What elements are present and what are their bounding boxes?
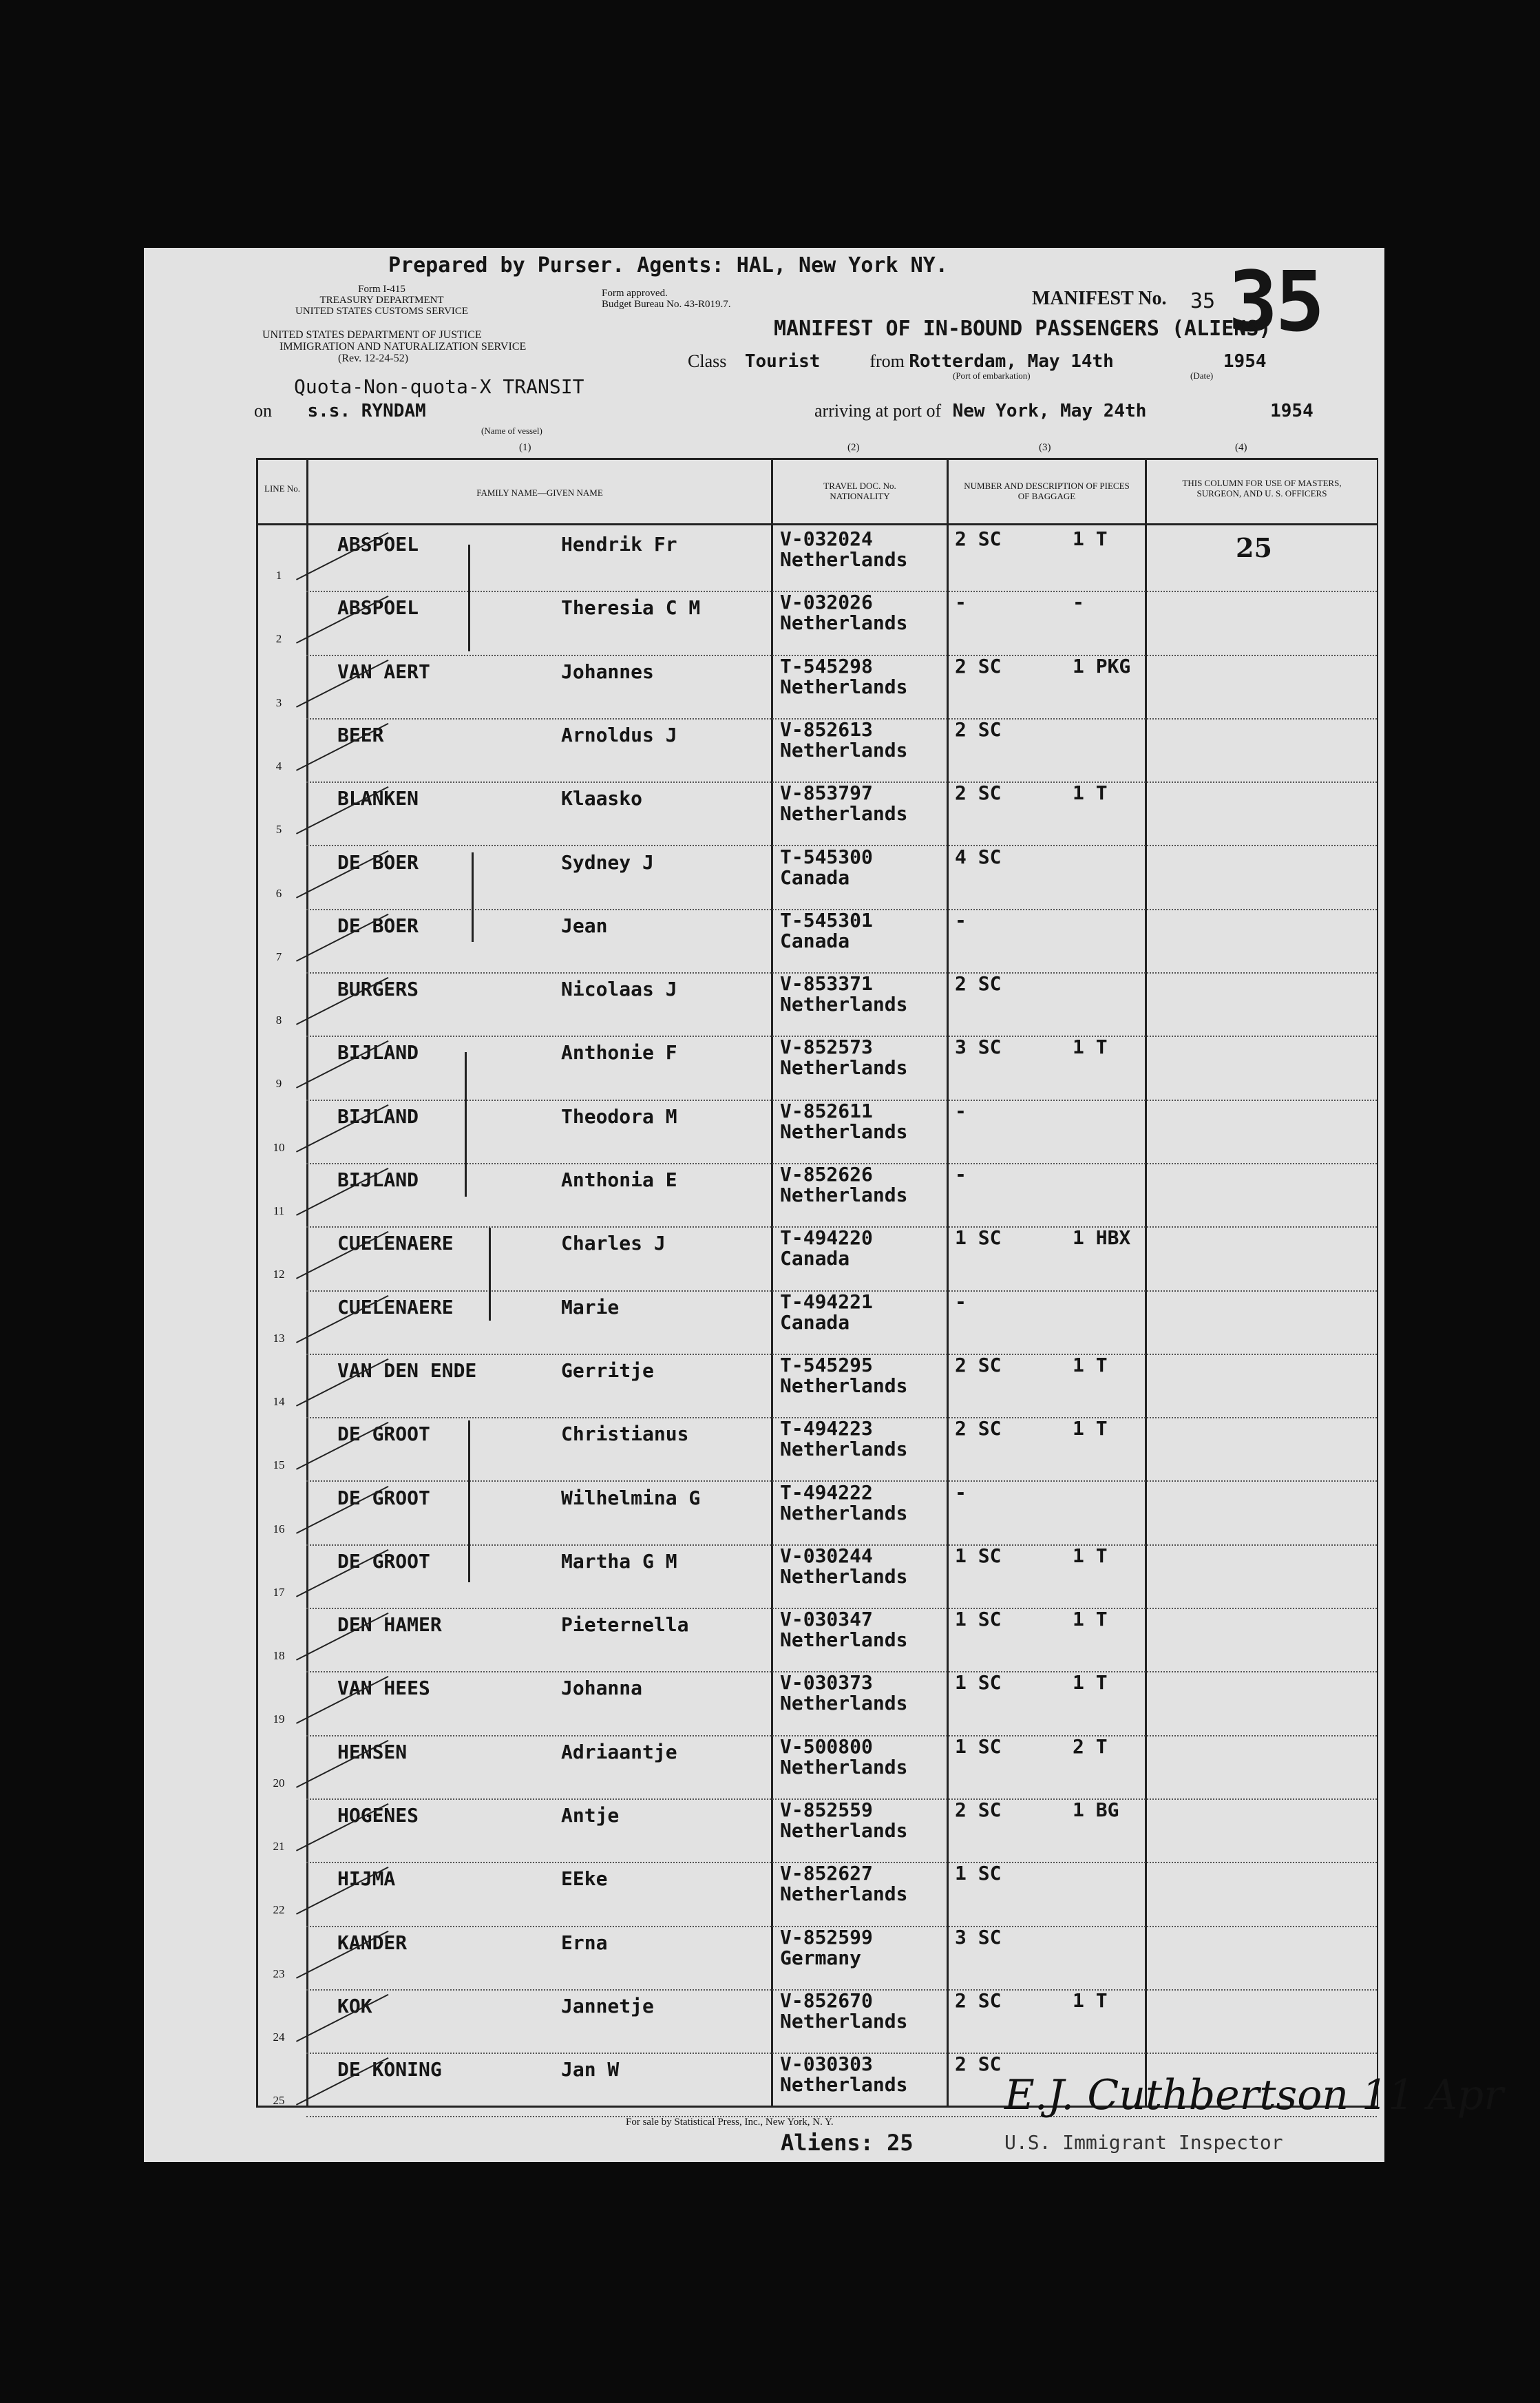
approval-block <box>602 288 730 310</box>
travel-doc-number: V-030244 <box>780 1544 873 1567</box>
baggage-suitcases: 3 SC <box>955 1036 1002 1059</box>
line-number: 10 <box>273 1140 285 1154</box>
port-caption: (Port of embarkation) <box>953 370 1031 381</box>
travel-doc-number: V-852627 <box>780 1862 873 1885</box>
travel-doc-number: V-030347 <box>780 1608 873 1631</box>
baggage-suitcases: - <box>955 1099 967 1122</box>
family-name: VAN HEES <box>337 1677 430 1700</box>
header-name: FAMILY NAME—GIVEN NAME <box>308 460 771 525</box>
manifest-number-small: 35 <box>1190 289 1216 313</box>
given-name: Gerritje <box>561 1358 654 1382</box>
family-name: CUELENAERE <box>337 1232 454 1255</box>
baggage-suitcases: 1 SC <box>955 1226 1002 1250</box>
given-name: Pieternella <box>561 1613 689 1637</box>
travel-doc-number: T-494223 <box>780 1417 873 1440</box>
line-number: 25 <box>273 2094 285 2108</box>
given-name: Hendrik Fr <box>561 533 677 556</box>
treasury-block <box>295 284 468 317</box>
baggage-suitcases: 2 SC <box>955 527 1002 550</box>
prepared-by-line: Prepared by Purser. Agents: HAL, New York NY. <box>388 253 948 277</box>
travel-doc-number: T-545298 <box>780 654 873 678</box>
nationality: Netherlands <box>780 1692 908 1715</box>
form-number: Form I-415 <box>358 284 405 295</box>
nationality: Canada <box>780 929 850 952</box>
col-number-4: (4) <box>1235 442 1247 453</box>
given-name: Wilhelmina G <box>561 1486 701 1509</box>
table-row <box>258 846 1377 909</box>
nationality: Netherlands <box>780 548 908 571</box>
manifest-title: MANIFEST OF IN-BOUND PASSENGERS (ALIENS) <box>774 317 1272 341</box>
col-number-2: (2) <box>847 442 860 453</box>
family-name: CUELENAERE <box>337 1295 454 1319</box>
family-bracket <box>468 545 470 651</box>
line-number: 21 <box>273 1840 285 1853</box>
table-row <box>258 1163 1377 1226</box>
baggage-other: 1 T <box>1073 1608 1108 1631</box>
table-row <box>258 1354 1377 1417</box>
family-name: DE GROOT <box>337 1486 430 1509</box>
line-number: 3 <box>275 695 282 709</box>
baggage-suitcases: - <box>955 1290 967 1313</box>
doj-line: UNITED STATES DEPARTMENT OF JUSTICE <box>262 329 482 341</box>
ins-line: IMMIGRATION AND NATURALIZATION SERVICE <box>279 341 527 353</box>
line-number: 12 <box>273 1268 285 1281</box>
manifest-number-stamp: 35 <box>1228 255 1322 350</box>
baggage-suitcases: 2 SC <box>955 1353 1002 1376</box>
travel-doc-number: V-853797 <box>780 781 873 805</box>
travel-doc-number: V-853371 <box>780 972 873 996</box>
table-row <box>258 718 1377 781</box>
nationality: Germany <box>780 1946 862 1969</box>
family-name: ABSPOEL <box>337 596 419 620</box>
line-number: 9 <box>275 1077 282 1091</box>
nationality: Netherlands <box>780 1501 908 1524</box>
travel-doc-number: V-852559 <box>780 1798 873 1821</box>
approval-line-1: Form approved. <box>602 288 668 299</box>
family-name: BIJLAND <box>337 1168 419 1191</box>
customs-service: UNITED STATES CUSTOMS SERVICE <box>295 306 469 317</box>
given-name: Johannes <box>561 660 654 683</box>
table-row <box>258 972 1377 1036</box>
line-number: 8 <box>275 1014 282 1027</box>
given-name: Theresia C M <box>561 596 701 620</box>
table-row <box>258 1100 1377 1163</box>
line-number: 6 <box>275 886 282 900</box>
travel-doc-number: V-852626 <box>780 1163 873 1186</box>
travel-doc-number: T-545295 <box>780 1353 873 1376</box>
family-name: KOK <box>337 1994 372 2017</box>
table-row <box>258 1608 1377 1671</box>
line-number: 1 <box>275 569 282 582</box>
baggage-suitcases: 3 SC <box>955 1925 1002 1949</box>
table-row <box>258 1798 1377 1862</box>
given-name: Charles J <box>561 1232 666 1255</box>
header-doc: TRAVEL DOC. No. NATIONALITY <box>773 460 947 525</box>
baggage-other: 1 T <box>1073 527 1108 550</box>
family-name: HOGENES <box>337 1804 419 1827</box>
line-number: 17 <box>273 1585 285 1599</box>
travel-doc-number: V-852599 <box>780 1925 873 1949</box>
baggage-other: 2 T <box>1073 1734 1108 1758</box>
baggage-other: 1 PKG <box>1073 654 1131 678</box>
family-name: VAN AERT <box>337 660 430 683</box>
family-name: KANDER <box>337 1931 408 1954</box>
line-number: 2 <box>275 632 282 646</box>
date-caption: (Date) <box>1190 370 1214 381</box>
nationality: Netherlands <box>780 738 908 762</box>
family-name: BIJLAND <box>337 1104 419 1128</box>
family-name: DE GROOT <box>337 1549 430 1573</box>
vessel-caption: (Name of vessel) <box>481 426 542 436</box>
baggage-suitcases: 1 SC <box>955 1734 1002 1758</box>
header-baggage: NUMBER AND DESCRIPTION OF PIECES OF BAGGAGE <box>949 460 1145 525</box>
baggage-suitcases: - <box>955 591 967 614</box>
year-1: 1954 <box>1223 351 1267 372</box>
family-bracket <box>472 852 474 942</box>
treasury-department: TREASURY DEPARTMENT <box>319 295 444 306</box>
baggage-suitcases: 2 SC <box>955 1417 1002 1440</box>
rev-line: (Rev. 12-24-52) <box>338 353 409 364</box>
nationality: Netherlands <box>780 802 908 826</box>
baggage-other: - <box>1073 591 1084 614</box>
given-name: Arnoldus J <box>561 723 677 746</box>
nationality: Netherlands <box>780 993 908 1016</box>
given-name: Anthonie F <box>561 1041 677 1064</box>
family-name: DE BOER <box>337 850 419 874</box>
nationality: Canada <box>780 1310 850 1334</box>
family-name: VAN DEN ENDE <box>337 1358 477 1382</box>
given-name: Jan W <box>561 2058 620 2081</box>
given-name: Anthonia E <box>561 1168 677 1191</box>
travel-doc-number: V-852613 <box>780 717 873 741</box>
baggage-other: 1 T <box>1073 1353 1108 1376</box>
given-name: Martha G M <box>561 1549 677 1573</box>
from-value: Rotterdam, May 14th <box>909 351 1114 372</box>
given-name: Christianus <box>561 1423 689 1446</box>
aliens-count: Aliens: 25 <box>781 2130 914 2156</box>
table-row <box>258 1544 1377 1608</box>
travel-doc-number: V-852611 <box>780 1099 873 1122</box>
year-2: 1954 <box>1270 401 1314 421</box>
table-row <box>258 591 1377 654</box>
family-bracket <box>489 1228 491 1321</box>
table-row <box>258 1671 1377 1734</box>
baggage-other: 1 T <box>1073 781 1108 805</box>
baggage-other: 1 BG <box>1073 1798 1119 1821</box>
family-bracket <box>465 1052 467 1197</box>
table-row <box>258 781 1377 845</box>
vessel-name: s.s. RYNDAM <box>307 401 426 421</box>
baggage-suitcases: 2 SC <box>955 972 1002 996</box>
header-line-no: LINE No. <box>258 460 306 525</box>
travel-doc-number: V-852670 <box>780 1988 873 2012</box>
family-name: BEER <box>337 723 384 746</box>
baggage-suitcases: 1 SC <box>955 1862 1002 1885</box>
inspector-title: U.S. Immigrant Inspector <box>1004 2131 1283 2154</box>
table-row <box>258 1417 1377 1480</box>
family-name: DEN HAMER <box>337 1613 442 1637</box>
nationality: Canada <box>780 865 850 889</box>
baggage-suitcases: - <box>955 1480 967 1504</box>
nationality: Netherlands <box>780 1184 908 1206</box>
nationality: Canada <box>780 1247 850 1270</box>
line-number: 19 <box>273 1712 285 1726</box>
class-value: Tourist <box>744 351 821 372</box>
given-name: Jean <box>561 914 608 937</box>
approval-line-2: Budget Bureau No. 43-R019.7. <box>602 299 731 310</box>
given-name: Marie <box>561 1295 620 1319</box>
table-row <box>258 1036 1377 1099</box>
passenger-table <box>256 458 1378 2108</box>
travel-doc-number: V-852573 <box>780 1036 873 1059</box>
family-name: BLANKEN <box>337 787 419 810</box>
line-number: 22 <box>273 1903 285 1917</box>
family-name: DE BOER <box>337 914 419 937</box>
quota-line: Quota-Non-quota-X TRANSIT <box>294 375 584 398</box>
baggage-other: 1 T <box>1073 1417 1108 1440</box>
nationality: Netherlands <box>780 2009 908 2033</box>
given-name: Nicolaas J <box>561 978 677 1001</box>
travel-doc-number: V-030373 <box>780 1671 873 1694</box>
table-row <box>258 655 1377 718</box>
travel-doc-number: T-494222 <box>780 1480 873 1504</box>
table-row <box>258 1735 1377 1798</box>
travel-doc-number: T-545300 <box>780 845 873 868</box>
baggage-suitcases: 1 SC <box>955 1671 1002 1694</box>
printer-note: For sale by Statistical Press, Inc., New York, N. Y. <box>626 2117 834 2128</box>
class-line <box>688 351 1267 372</box>
baggage-other: 1 HBX <box>1073 1226 1131 1250</box>
vessel-line <box>254 401 1314 421</box>
table-row <box>258 1481 1377 1544</box>
line-number: 20 <box>273 1776 285 1790</box>
given-name: Adriaantje <box>561 1740 677 1763</box>
nationality: Netherlands <box>780 1755 908 1778</box>
baggage-suitcases: 1 SC <box>955 1608 1002 1631</box>
family-bracket <box>468 1420 470 1582</box>
doj-block <box>262 329 526 364</box>
baggage-suitcases: 2 SC <box>955 781 1002 805</box>
given-name: Erna <box>561 1931 608 1954</box>
travel-doc-number: V-032026 <box>780 591 873 614</box>
table-row <box>258 527 1377 591</box>
baggage-other: 1 T <box>1073 1544 1108 1567</box>
given-name: Johanna <box>561 1677 643 1700</box>
travel-doc-number: T-494221 <box>780 1290 873 1313</box>
table-row <box>258 909 1377 972</box>
baggage-other: 1 T <box>1073 1671 1108 1694</box>
travel-doc-number: V-500800 <box>780 1734 873 1758</box>
baggage-other: 1 T <box>1073 1988 1108 2012</box>
travel-doc-number: T-545301 <box>780 908 873 932</box>
line-number: 18 <box>273 1649 285 1663</box>
nationality: Netherlands <box>780 675 908 698</box>
col-number-3: (3) <box>1039 442 1051 453</box>
inspector-signature: E.J. Cuthbertson 11 Apr <box>1004 2071 1504 2119</box>
officer-note: 25 <box>1236 532 1272 563</box>
baggage-suitcases: 1 SC <box>955 1544 1002 1567</box>
given-name: Sydney J <box>561 850 654 874</box>
class-label: Class <box>688 351 727 371</box>
nationality: Netherlands <box>780 1819 908 1842</box>
from-label: from <box>869 351 905 371</box>
line-number: 13 <box>273 1331 285 1345</box>
family-name: BURGERS <box>337 978 419 1001</box>
given-name: EEke <box>561 1867 608 1891</box>
line-number: 14 <box>273 1394 285 1408</box>
manifest-number-label: MANIFEST No. <box>1032 288 1167 309</box>
header-officers: THIS COLUMN FOR USE OF MASTERS, SURGEON, AND U. S. OFFICERS <box>1147 460 1377 525</box>
nationality: Netherlands <box>780 1056 908 1080</box>
given-name: Antje <box>561 1804 620 1827</box>
nationality: Netherlands <box>780 1120 908 1143</box>
travel-doc-number: V-030303 <box>780 2053 873 2076</box>
nationality: Netherlands <box>780 1374 908 1397</box>
line-number: 5 <box>275 823 282 837</box>
given-name: Klaasko <box>561 787 643 810</box>
family-name: ABSPOEL <box>337 533 419 556</box>
manifest-page <box>144 248 1504 2162</box>
travel-doc-number: V-032024 <box>780 527 873 550</box>
travel-doc-number: T-494220 <box>780 1226 873 1250</box>
baggage-other: 1 T <box>1073 1036 1108 1059</box>
baggage-suitcases: 2 SC <box>955 2053 1002 2076</box>
given-name: Jannetje <box>561 1994 654 2017</box>
family-name: BIJLAND <box>337 1041 419 1064</box>
family-name: HIJMA <box>337 1867 396 1891</box>
family-name: DE KONING <box>337 2058 442 2081</box>
table-row <box>258 1926 1377 1989</box>
table-row <box>258 1290 1377 1354</box>
line-number: 11 <box>273 1204 285 1217</box>
nationality: Netherlands <box>780 611 908 635</box>
baggage-suitcases: 2 SC <box>955 654 1002 678</box>
family-name: HENSEN <box>337 1740 408 1763</box>
line-number: 24 <box>273 2030 285 2044</box>
table-row <box>258 1862 1377 1925</box>
line-number: 23 <box>273 1966 285 1980</box>
family-name: DE GROOT <box>337 1423 430 1446</box>
baggage-suitcases: 2 SC <box>955 717 1002 741</box>
baggage-suitcases: 4 SC <box>955 845 1002 868</box>
arriving-value: New York, May 24th <box>952 401 1147 421</box>
baggage-suitcases: - <box>955 1163 967 1186</box>
nationality: Netherlands <box>780 1628 908 1652</box>
nationality: Netherlands <box>780 1882 908 1906</box>
line-number: 7 <box>275 949 282 963</box>
line-number: 16 <box>273 1522 285 1535</box>
col-number-1: (1) <box>519 442 531 453</box>
table-row <box>258 1226 1377 1290</box>
baggage-suitcases: - <box>955 908 967 932</box>
line-number: 4 <box>275 759 282 773</box>
table-row <box>258 1989 1377 2053</box>
arriving-label: arriving at port of <box>814 401 942 421</box>
baggage-suitcases: 2 SC <box>955 1988 1002 2012</box>
nationality: Netherlands <box>780 2073 908 2097</box>
line-number: 15 <box>273 1458 285 1472</box>
given-name: Theodora M <box>561 1104 677 1128</box>
baggage-suitcases: 2 SC <box>955 1798 1002 1821</box>
nationality: Netherlands <box>780 1564 908 1588</box>
on-label: on <box>254 401 272 421</box>
nationality: Netherlands <box>780 1438 908 1461</box>
